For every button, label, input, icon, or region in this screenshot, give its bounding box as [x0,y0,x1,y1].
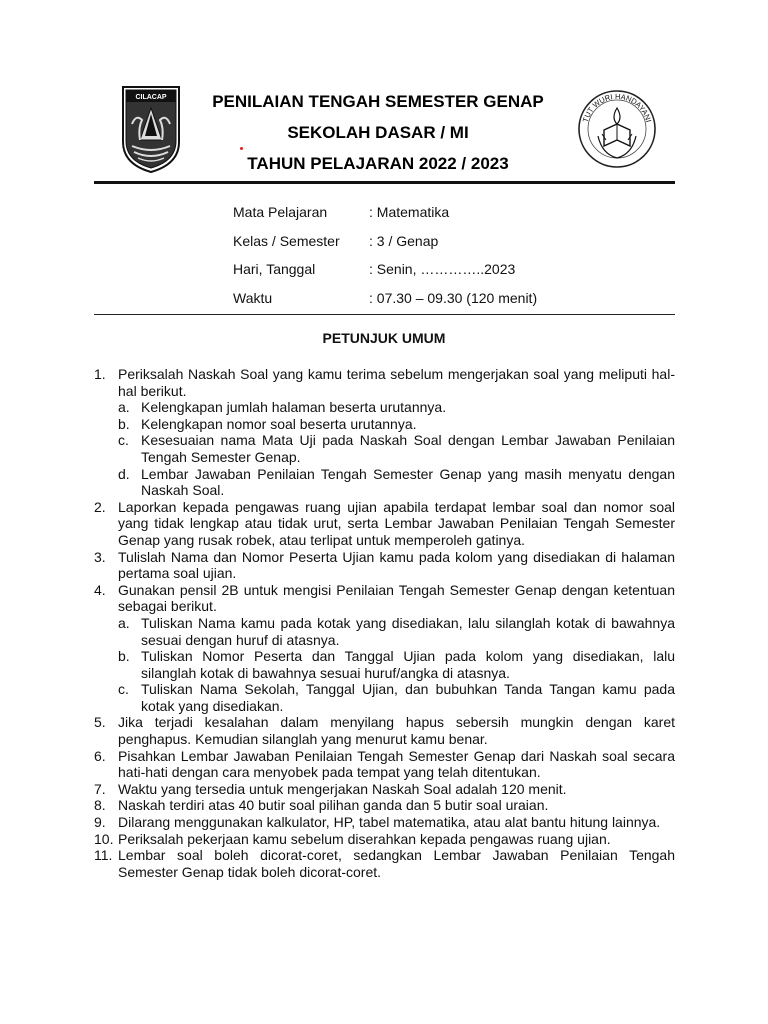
sub-item [118,399,675,416]
info-value: : Senin, …………..2023 [369,261,516,278]
cilacap-crest-logo [120,84,182,174]
item-text: Lembar soal boleh dicorat-coret, sedangkan Lembar Jawaban Penilaian Tengah Semester Genap tidak boleh dicorat-coret. [118,847,675,880]
info-row-time [233,284,537,313]
sub-item [118,648,675,681]
item-text: Laporkan kepada pengawas ruang ujian apabila terdapat lembar soal dan nomor soal yang tidak lengkap atau tidak urut, serta Lembar Jawaban Penilaian Tengah Semester Genap yang rusak robek, atau terlipat untuk memperoleh gatinya. [118,498,675,548]
info-label: Hari, Tanggal [233,261,316,278]
item-text: Jika terjadi kesalahan dalam menyilang hapus sebersih mungkin dengan karet penghapus. Kemudian silanglah yang menurut kamu benar. [118,714,675,748]
sub-letter: b. [118,648,130,665]
info-row-date [233,255,537,284]
sub-text: Tuliskan Nama Sekolah, Tanggal Ujian, dan bubuhkan Tanda Tangan kamu pada kotak yang disediakan. [141,681,675,714]
item-text: Periksalah Naskah Soal yang kamu terima sebelum mengerjakan soal yang meliputi hal-hal berikut. [118,366,675,399]
sub-letter: c. [118,681,129,698]
item-number: 7. [94,780,106,797]
header-line-3: TAHUN PELAJARAN 2022 / 2023 [247,154,509,173]
info-label: Kelas / Semester [233,232,340,249]
sub-letter: a. [118,614,130,631]
instruction-item [94,714,675,747]
item-number: 11. [94,847,113,864]
item-text: Dilarang menggunakan kalkulator, HP, tabel matematika, atau alat bantu hitung lainnya. [118,814,661,831]
item-number: 5. [94,714,106,731]
instruction-item [94,499,675,549]
item-number: 8. [94,797,106,814]
motto-label: TUT WURI HANDAYANI [580,91,654,124]
exam-header [182,86,574,179]
sub-letter: b. [118,415,130,432]
header-divider [94,181,675,184]
crest-label: CILACAP [135,94,167,101]
header-line-2: SEKOLAH DASAR / MI [287,123,469,142]
item-text: Periksalah pekerjaan kamu sebelum diserahkan kepada pengawas ruang ujian. [118,830,611,847]
tut-wuri-handayani-logo [572,84,662,174]
sub-item [118,615,675,648]
item-text: Pisahkan Lembar Jawaban Penilaian Tengah Semester Genap dari Naskah soal secara hati-hati dengan cara menyobek pada tempat yang telah ditentukan. [118,747,675,781]
sub-text: Kesesuaian nama Mata Uji pada Naskah Soal dengan Lembar Jawaban Penilaian Tengah Semester Genap. [141,432,675,465]
item-number: 3. [94,548,106,565]
info-label: Mata Pelajaran [233,204,328,221]
sub-item [118,681,675,714]
info-row-subject [233,198,537,227]
item-number: 2. [94,498,106,515]
item-number: 6. [94,747,106,764]
info-label: Waktu [233,289,273,306]
sub-text: Tuliskan Nomor Peserta dan Tanggal Ujian pada kolom yang disediakan, lalu silanglah kotak di bawahnya sesuai huruf/angka di atasnya. [141,648,675,681]
instruction-item [94,831,675,848]
instruction-item [94,814,675,831]
item-number: 9. [94,814,106,831]
instruction-item [94,582,675,715]
instruction-item [94,781,675,798]
sub-item [118,466,675,499]
sub-item [118,416,675,433]
instruction-item [94,748,675,781]
exam-info [233,198,537,312]
instructions-list [94,366,675,880]
sub-text: Tuliskan Nama kamu pada kotak yang disediakan, lalu silanglah kotak di bawahnya sesuai dengan huruf di atasnya. [141,614,675,648]
instruction-item [94,549,675,582]
sub-text: Kelengkapan jumlah halaman beserta urutannya. [141,399,447,416]
info-value: : Matematika [369,204,450,221]
item-text: Tulislah Nama dan Nomor Peserta Ujian kamu pada kolom yang disediakan di halaman pertama soal ujian. [118,548,675,582]
sub-text: Kelengkapan nomor soal beserta urutannya. [141,415,417,432]
item-number: 10. [94,830,114,847]
info-value: : 3 / Genap [369,232,439,249]
header-line-1: PENILAIAN TENGAH SEMESTER GENAP [212,92,544,111]
stray-red-dot [240,147,243,150]
info-value: : 07.30 – 09.30 (120 menit) [369,289,538,306]
sub-text: Lembar Jawaban Penilaian Tengah Semester Genap yang masih menyatu dengan Naskah Soal. [141,465,675,499]
section-title: PETUNJUK UMUM [322,330,446,346]
item-number: 4. [94,581,106,598]
instruction-item [94,797,675,814]
info-row-class [233,227,537,256]
info-divider [94,314,675,315]
item-text: Waktu yang tersedia untuk mengerjakan Naskah Soal adalah 120 menit. [118,780,567,797]
item-text: Gunakan pensil 2B untuk mengisi Penilaian Tengah Semester Genap dengan ketentuan sebagai berikut. [118,581,675,615]
instruction-item [94,366,675,499]
instruction-item [94,847,675,880]
sub-item [118,432,675,465]
item-text: Naskah terdiri atas 40 butir soal pilihan ganda dan 5 butir soal uraian. [118,797,549,814]
item-number: 1. [94,366,106,382]
sub-letter: a. [118,399,130,416]
sub-letter: c. [118,432,129,449]
sub-letter: d. [118,465,130,482]
